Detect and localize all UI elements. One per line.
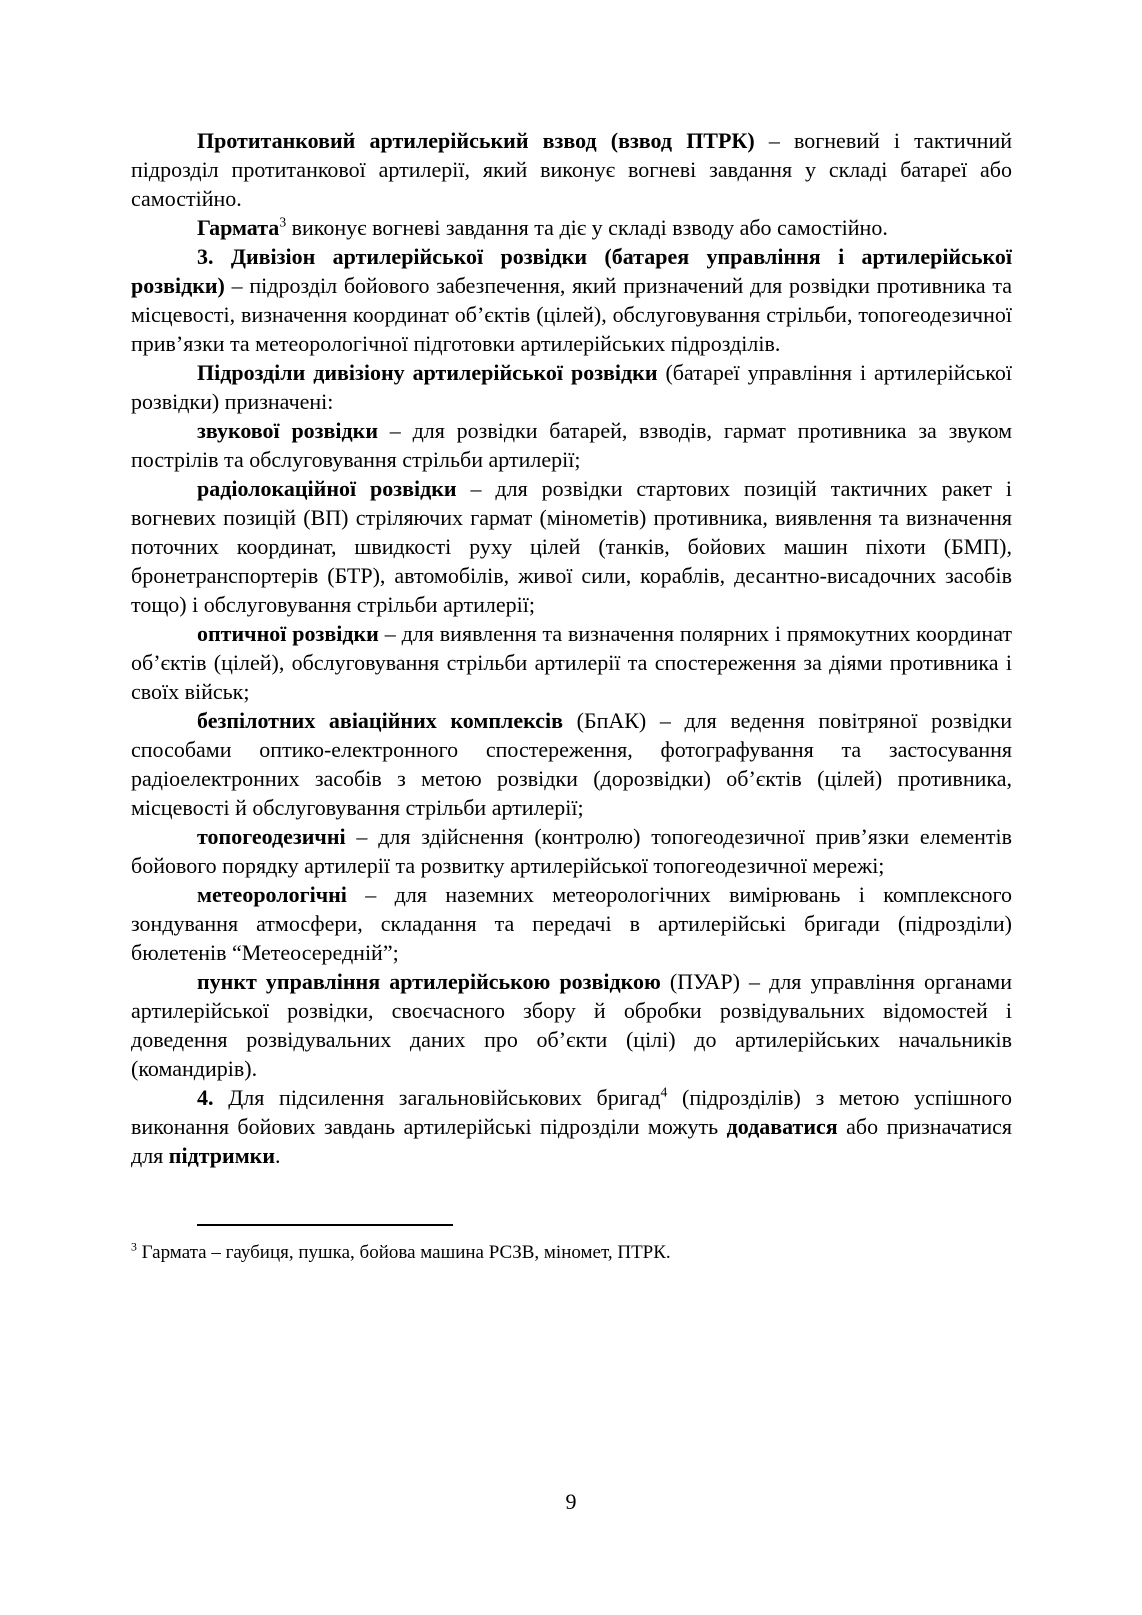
paragraph-recon-division [131,242,1012,358]
paragraph-lead-bold: безпілотних авіаційних комплексів [197,708,563,733]
paragraph-text: – для виявлення та визначення полярних і прямокутних координат об’єктів (цілей), обслуговування стрільби артилерії та спостереження за діями противника і своїх військ; [131,621,1013,704]
paragraph-optical-recon [131,619,1012,706]
paragraph-lead-bold: 4. [197,1085,214,1110]
paragraph-lead-bold: оптичної розвідки [197,621,379,646]
paragraph-radar-recon [131,474,1012,619]
paragraph-meteorological [131,880,1012,967]
paragraph-lead-bold: 3. Дивізіон артилерійської розвідки (батарея управління і артилерійської розвідки) [131,244,1012,298]
paragraph-text: виконує вогневі завдання та діє у складі взводу або самостійно. [286,215,888,240]
footnote-separator [197,1224,453,1226]
paragraph-text: – підрозділ бойового забезпечення, який призначений для розвідки противника та місцевості, визначення координат об’єктів (цілей), обслуговування стрільби, топогеодезичної прив’язки та метеорологічної підготовки артилерійських підрозділів. [131,273,1012,356]
footnote-ref-4: 4 [660,1084,668,1100]
paragraph-sound-recon [131,416,1012,474]
paragraph-text: (підрозділів) з метою успішного виконання бойових завдань артилерійські підрозділи можуть [131,1085,1012,1139]
paragraph-text: . [275,1143,281,1168]
paragraph-text: – для наземних метеорологічних вимірювань і комплексного зондування атмосфери, складання та передачі в артилерійські бригади (підрозділи) бюлетенів “Метеосередній”; [131,882,1012,965]
footnote-block [131,1224,1012,1266]
paragraph-lead-bold: Підрозділи дивізіону артилерійської розвідки [197,360,658,385]
paragraph-topogeodetic [131,822,1012,880]
footnote-text: Гармата – гаубиця, пушка, бойова машина РСЗВ, міномет, ПТРК. [136,1242,671,1263]
paragraph-puar [131,967,1012,1083]
document-body [131,126,1012,1170]
paragraph-text: – для розвідки стартових позицій тактичних ракет і вогневих позицій (ВП) стріляючих гармат (мінометів) противника, виявлення та визначення поточних координат, швидкості руху цілей (танків, бойових машин піхоти (БМП), бронетранспортерів (БТР), автомобілів, живої сили, кораблів, десантно-висадочних засобів тощо) і обслуговування стрільби артилерії; [131,476,1012,617]
paragraph-lead-bold: Протитанковий артилерійський взвод (взвод ПТРК) [197,128,755,153]
paragraph-lead-bold: топогеодезичні [197,824,346,849]
paragraph-lead-bold: метеорологічні [197,882,347,907]
paragraph-antitank-platoon [131,126,1012,213]
paragraph-text: – для розвідки батарей, взводів, гармат противника за звуком пострілів та обслуговування стрільби артилерії; [131,418,1013,472]
paragraph-text: – вогневий і тактичний підрозділ протитанкової артилерії, який виконує вогневі завдання у складі батареї або самостійно. [131,128,1012,211]
paragraph-lead-bold: Гармата [197,215,280,240]
paragraph-text: – для здійснення (контролю) топогеодезичної прив’язки елементів бойового порядку артилерії та розвитку артилерійської топогеодезичної мережі; [131,824,1012,878]
paragraph-lead-bold: звукової розвідки [197,418,378,443]
paragraph-text: (батареї управління і артилерійської розвідки) призначені: [131,360,1012,414]
paragraph-text: Для підсилення загальновійськових бригад [213,1085,661,1110]
paragraph-reinforcement [131,1083,1012,1170]
footnote-ref-3: 3 [279,214,287,230]
footnote [131,1240,1012,1266]
paragraph-text: (ПУАР) – для управління органами артилерійської розвідки, своєчасного збору й обробки розвідувальних відомостей і доведення розвідувальних даних про об’єкти (цілі) до артилерійських начальників (командирів). [131,969,1012,1081]
page-number: 9 [565,1489,577,1514]
paragraph-lead-bold: радіолокаційної розвідки [197,476,457,501]
paragraph-text: або призначатися для [131,1114,1012,1168]
paragraph-bold-term: підтримки [168,1143,276,1168]
paragraph-uav-complexes [131,706,1012,822]
paragraph-recon-subunits [131,358,1012,416]
paragraph-text: (БпАК) – для ведення повітряної розвідки способами оптико-електронного спостереження, фотографування та застосування радіоелектронних засобів з метою розвідки (дорозвідки) об’єктів (цілей) противника, місцевості й обслуговування стрільби артилерії; [131,708,1013,820]
paragraph-bold-term: додаватися [726,1114,838,1139]
paragraph-gun [131,213,1012,242]
paragraph-lead-bold: пункт управління артилерійською розвідкою [197,969,661,994]
footnote-marker: 3 [131,1240,137,1254]
